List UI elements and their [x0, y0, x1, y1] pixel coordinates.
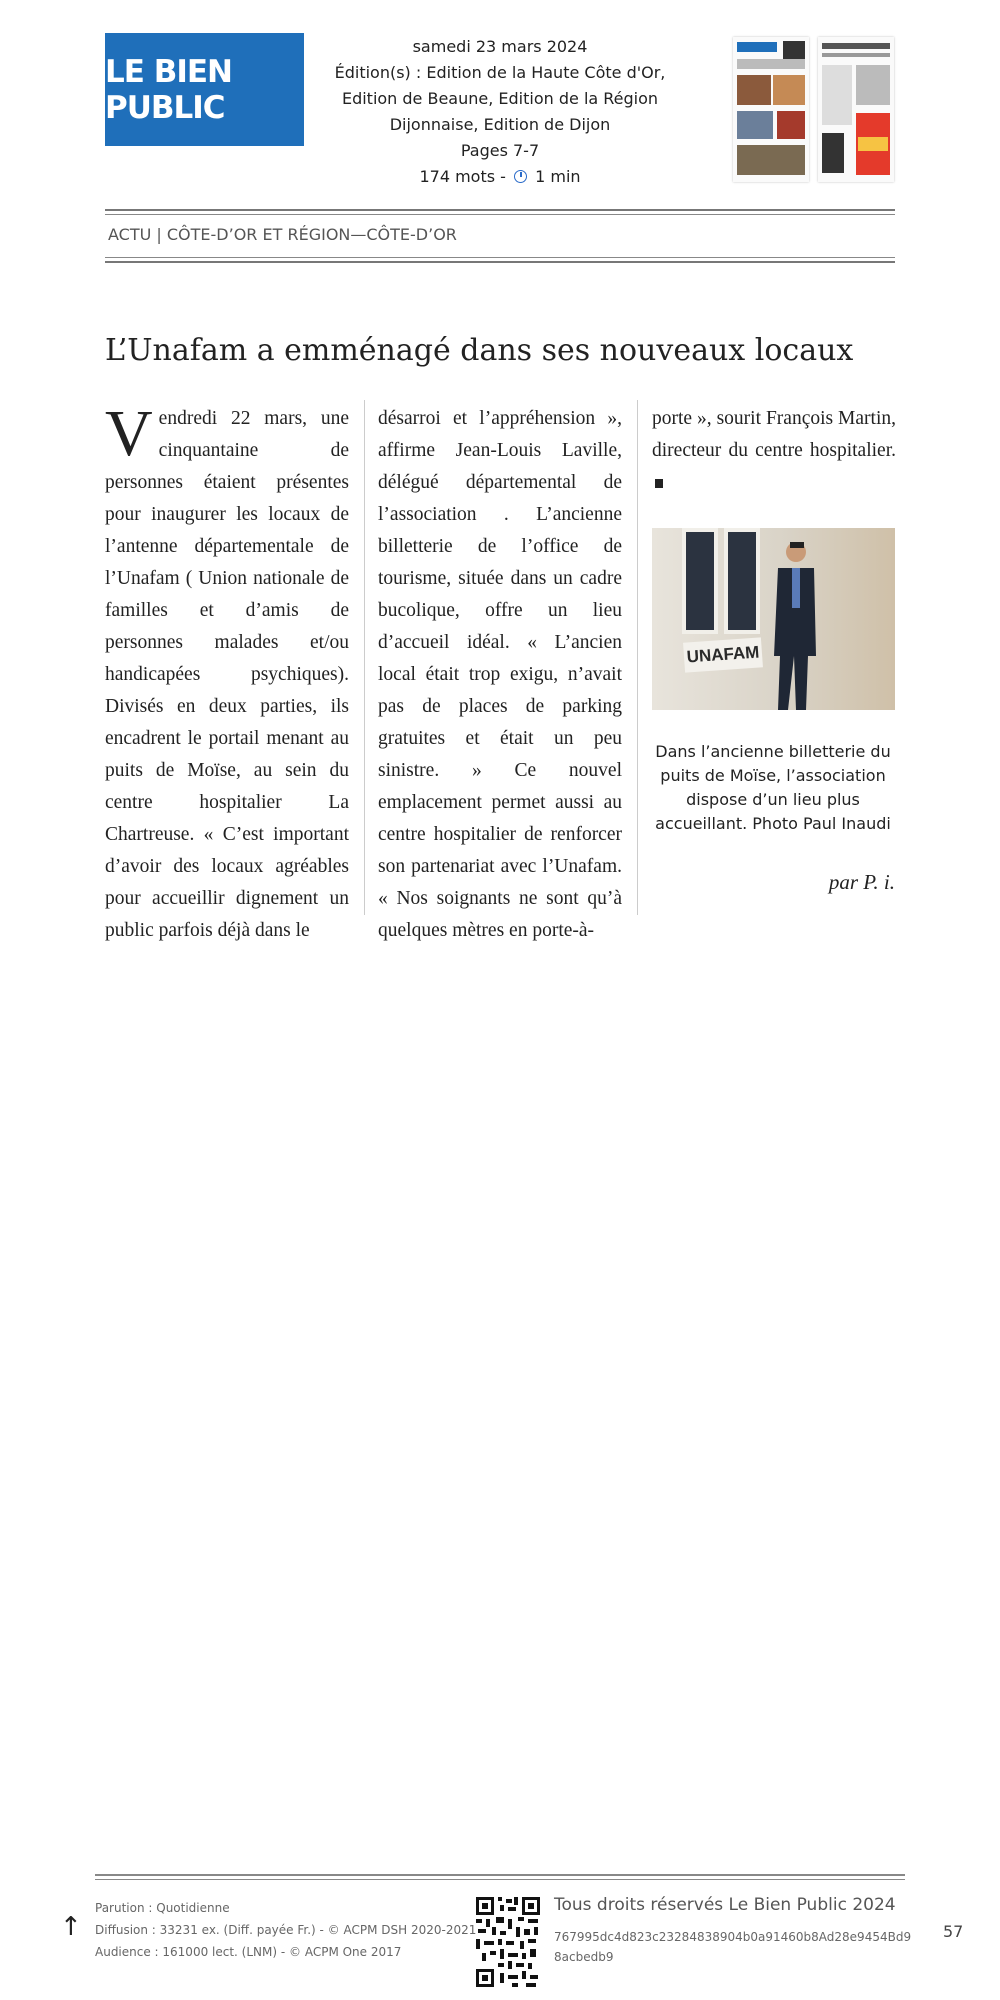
footer-rule-thin — [95, 1879, 905, 1880]
column-2-text: désarroi et l’appréhension », affirme Jean-Louis Laville, délégué départemental de l’association . L’ancienne billetterie de l’office de tourisme, située dans un cadre bucolique, offre un lieu d’accueil idéal. « L’ancien local était trop exigu, n’avait pas de places de parking gratuites et était un peu sinistre. » Ce nouvel emplacement permet aussi au centre hospitalier de renforcer son partenariat avec l’Unafam. « Nos soignants ne sont qu’à quelques mètres en porte-à- — [378, 408, 622, 941]
photo-sign-text: UNAFAM — [686, 642, 760, 667]
column-divider — [637, 400, 638, 915]
photo-window — [682, 528, 718, 634]
article-column-2 — [378, 403, 622, 947]
header-info — [315, 34, 685, 190]
pages-range: Pages 7-7 — [460, 141, 540, 160]
drop-cap: V — [105, 397, 153, 470]
article-photo — [652, 528, 895, 710]
photo-caption: Dans l’ancienne billetterie du puits de Moïse, l’association dispose d’un lieu plus accueillant. Photo Paul Inaudi — [655, 742, 891, 833]
section-top-rule — [105, 209, 895, 211]
article-column-1 — [105, 397, 349, 947]
column-divider — [364, 400, 365, 915]
section-bottom-rule — [105, 261, 895, 263]
logo-text: LE BIEN PUBLIC — [105, 53, 233, 126]
word-count — [315, 164, 685, 190]
section-label: ACTU | CÔTE-D’OR ET RÉGION—CÔTE-D’OR — [108, 225, 457, 244]
qr-code[interactable] — [476, 1897, 540, 1987]
word-count-text: 174 mots - — [419, 167, 506, 186]
photo-unafam-sign — [683, 637, 763, 672]
editions-list: Édition(s) : Edition de la Haute Côte d'Or, Edition de Beaune, Edition de la Région Dijonnaise, Edition de Dijon — [334, 63, 666, 134]
photo-window — [724, 528, 760, 634]
footer-audience: Audience : 161000 lect. (LNM) - © ACPM One 2017 — [95, 1945, 402, 1959]
article-column-3 — [652, 403, 896, 499]
document-hash: 767995dc4d823c23284838904b0a91460b8Ad28e9454Bd98acbedb9 — [554, 1930, 912, 1964]
publication-date: samedi 23 mars 2024 — [412, 37, 588, 56]
footer-diffusion: Diffusion : 33231 ex. (Diff. payée Fr.) - © ACPM DSH 2020-2021 — [95, 1923, 477, 1937]
page-thumbnail-article[interactable] — [818, 37, 894, 182]
newspaper-logo — [105, 33, 304, 146]
section-top-rule-thin — [105, 214, 895, 215]
page-thumbnail-front[interactable] — [733, 37, 809, 182]
timer-icon — [514, 170, 527, 183]
footer-parution: Parution : Quotidienne — [95, 1901, 230, 1915]
footer-distribution-info — [95, 1897, 476, 1963]
footer-rule — [95, 1874, 905, 1876]
copyright-notice: Tous droits réservés Le Bien Public 2024 — [554, 1895, 896, 1915]
section-bottom-rule-thin — [105, 257, 895, 258]
article-byline: par P. i. — [828, 870, 895, 894]
article-title: L’Unafam a emménagé dans ses nouveaux locaux — [105, 333, 854, 368]
photo-person — [770, 536, 818, 710]
read-time: 1 min — [535, 167, 581, 186]
end-of-article-mark — [655, 479, 663, 488]
column-3-text: porte », sourit François Martin, directeur du centre hospitalier. — [652, 408, 896, 461]
scroll-to-top-arrow[interactable]: ↑ — [60, 1912, 82, 1942]
column-1-text: endredi 22 mars, une cinquantaine de personnes étaient présentes pour inaugurer les locaux de l’antenne départementale de l’Unafam ( Union nationale de familles et d’amis de personnes malades et/ou handicapées psychiques). Divisés en deux parties, ils encadrent le portail menant au puits de Moïse, au sein du centre hospitalier La Chartreuse. « C’est important d’avoir des locaux agréables pour accueillir dignement un public parfois déjà dans le — [105, 408, 349, 941]
page-number: 57 — [943, 1922, 964, 1941]
